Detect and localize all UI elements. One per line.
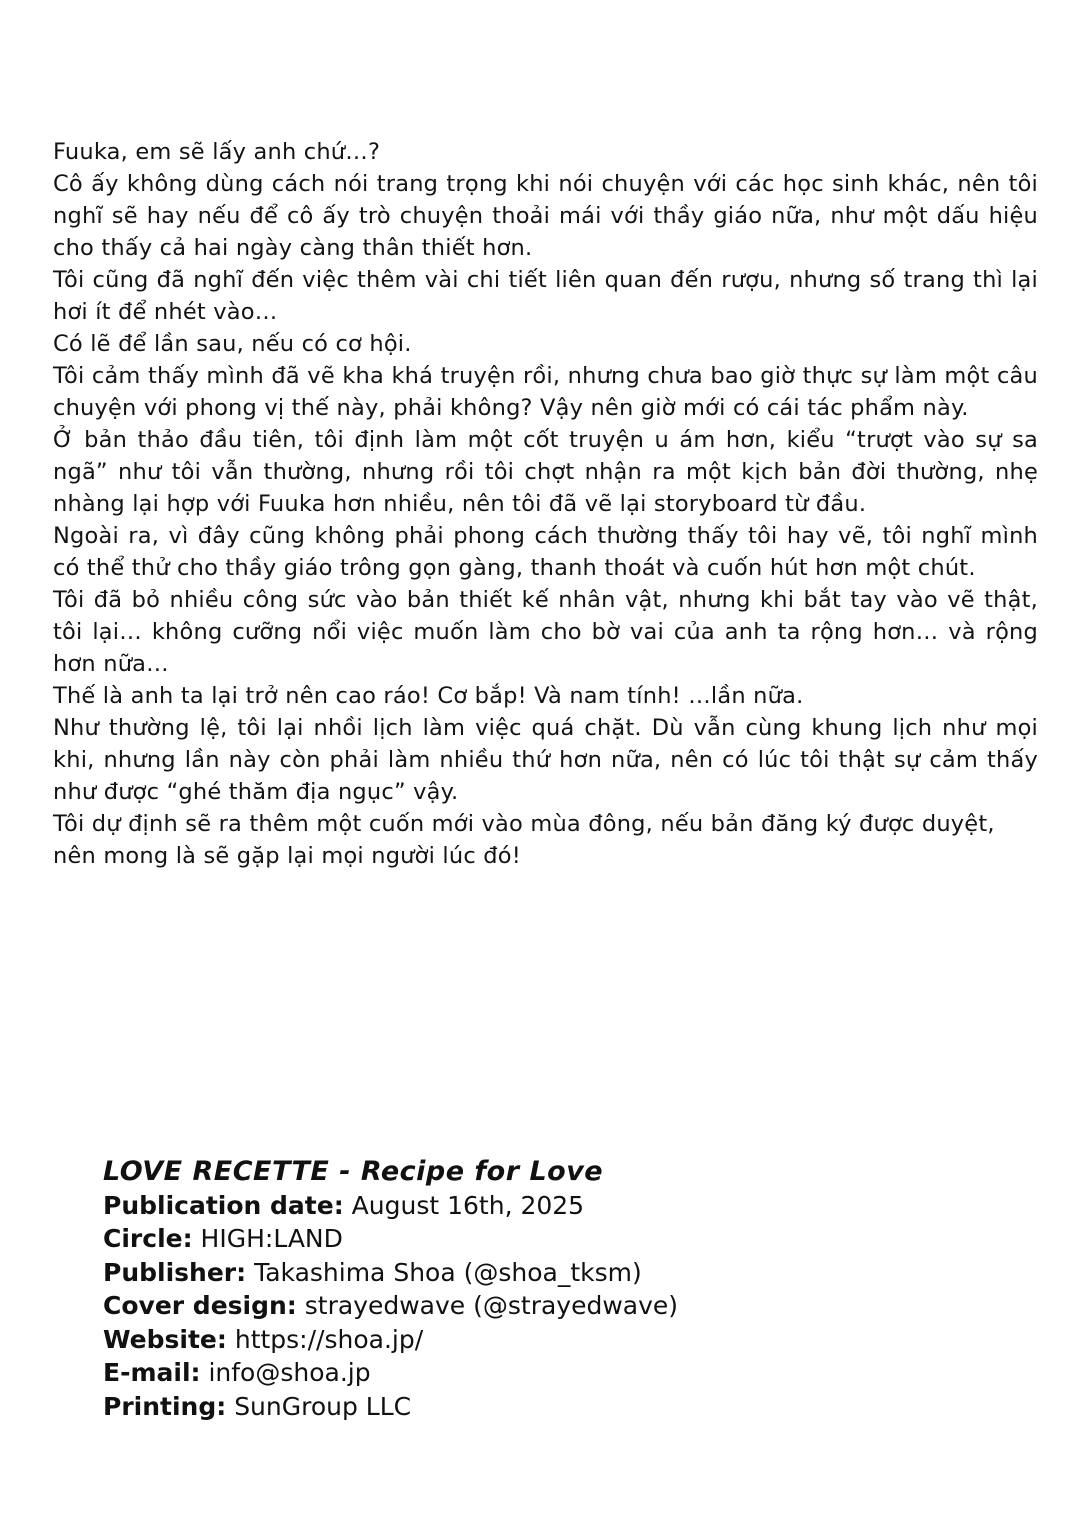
colophon-row bbox=[103, 1289, 678, 1323]
colophon-label: E-mail: bbox=[103, 1358, 201, 1387]
afterword-paragraph: Ở bản thảo đầu tiên, tôi định làm một cốt truyện u ám hơn, kiểu “trượt vào sự sa ngã” như tôi vẫn thường, nhưng rồi tôi chợt nhận ra một kịch bản đời thường, nhẹ nhàng lại hợp với Fuuka hơn nhiều, nên tôi đã vẽ lại storyboard từ đầu. bbox=[53, 427, 1038, 517]
colophon-value: https://shoa.jp/ bbox=[234, 1324, 424, 1354]
colophon-row bbox=[103, 1189, 678, 1223]
colophon-label: Cover design: bbox=[103, 1291, 297, 1320]
colophon-row bbox=[103, 1256, 678, 1290]
colophon-value: strayedwave (@strayedwave) bbox=[304, 1291, 679, 1320]
colophon-label: Publisher: bbox=[103, 1257, 247, 1287]
book-title: LOVE RECETTE - Recipe for Love bbox=[103, 1156, 604, 1187]
colophon-label: Circle: bbox=[103, 1224, 193, 1253]
colophon-label: Publication date: bbox=[103, 1190, 344, 1220]
colophon-value: August 16th, 2025 bbox=[351, 1190, 585, 1220]
colophon-row bbox=[103, 1356, 678, 1390]
afterword-paragraph: Thế là anh ta lại trở nên cao ráo! Cơ bắp! Và nam tính! …lần nữa. bbox=[53, 683, 804, 709]
afterword-paragraph: Có lẽ để lần sau, nếu có cơ hội. bbox=[53, 331, 412, 357]
afterword-paragraph: Fuuka, em sẽ lấy anh chứ…? bbox=[53, 139, 381, 165]
colophon-row bbox=[103, 1323, 678, 1357]
colophon-row bbox=[103, 1390, 678, 1424]
afterword-paragraph: Tôi đã bỏ nhiều công sức vào bản thiết kế nhân vật, nhưng khi bắt tay vào vẽ thật, tôi lại… không cưỡng nổi việc muốn làm cho bờ vai của anh ta rộng hơn… và rộng hơn nữa… bbox=[53, 587, 1038, 677]
colophon-value: SunGroup LLC bbox=[234, 1391, 412, 1421]
colophon bbox=[103, 1155, 678, 1423]
colophon-value: HIGH:LAND bbox=[200, 1224, 343, 1253]
afterword-text-block bbox=[53, 136, 1038, 872]
colophon-value: info@shoa.jp bbox=[208, 1358, 371, 1387]
afterword-paragraph: Ngoài ra, vì đây cũng không phải phong cách thường thấy tôi hay vẽ, tôi nghĩ mình có thể thử cho thầy giáo trông gọn gàng, thanh thoát và cuốn hút hơn một chút. bbox=[53, 523, 1038, 581]
colophon-row bbox=[103, 1222, 678, 1256]
colophon-entries bbox=[103, 1189, 678, 1424]
afterword-paragraph: Tôi cảm thấy mình đã vẽ kha khá truyện rồi, nhưng chưa bao giờ thực sự làm một câu chuyện với phong vị thế này, phải không? Vậy nên giờ mới có cái tác phẩm này. bbox=[53, 363, 1038, 421]
afterword-paragraph: Tôi cũng đã nghĩ đến việc thêm vài chi tiết liên quan đến rượu, nhưng số trang thì lại hơi ít để nhét vào… bbox=[53, 267, 1038, 325]
colophon-label: Website: bbox=[103, 1324, 227, 1354]
afterword-paragraph: Cô ấy không dùng cách nói trang trọng khi nói chuyện với các học sinh khác, nên tôi nghĩ sẽ hay nếu để cô ấy trò chuyện thoải mái với thầy giáo nữa, như một dấu hiệu cho thấy cả hai ngày càng thân thiết hơn. bbox=[53, 171, 1038, 261]
colophon-label: Printing: bbox=[103, 1391, 227, 1421]
colophon-value: Takashima Shoa (@shoa_tksm) bbox=[254, 1257, 642, 1287]
afterword-paragraph: Như thường lệ, tôi lại nhồi lịch làm việc quá chặt. Dù vẫn cùng khung lịch như mọi khi, nhưng lần này còn phải làm nhiều thứ hơn nữa, nên có lúc tôi thật sự cảm thấy như được “ghé thăm địa ngục” vậy. bbox=[53, 715, 1038, 805]
afterword-paragraph: Tôi dự định sẽ ra thêm một cuốn mới vào mùa đông, nếu bản đăng ký được duyệt, nên mong là sẽ gặp lại mọi người lúc đó! bbox=[53, 811, 995, 869]
